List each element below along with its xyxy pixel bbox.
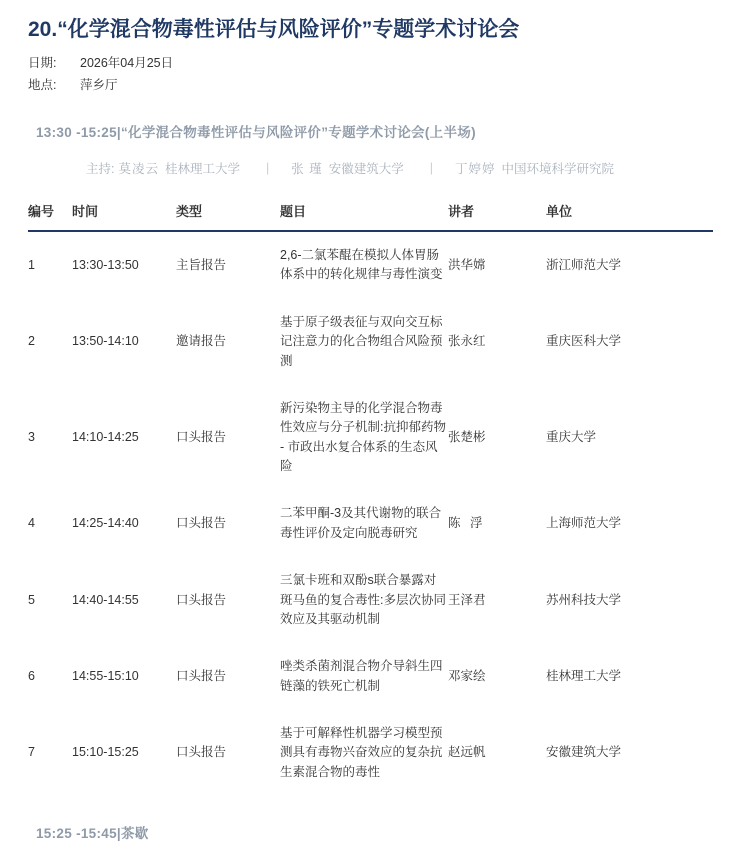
- column-header-speaker: 讲者: [448, 195, 546, 231]
- column-header-time: 时间: [72, 195, 176, 231]
- column-header-type: 类型: [176, 195, 280, 231]
- cell-time: 15:10-15:25: [72, 745, 139, 760]
- cell-unit: 安徽建筑大学: [546, 745, 622, 760]
- cell-topic: 三氯卡班和双酚s联合暴露对斑马鱼的复合毒性:多层次协同效应及其驱动机制: [280, 573, 446, 626]
- event-meta: [28, 53, 713, 97]
- cell-topic: 二苯甲酮-3及其代谢物的联合毒性评价及定向脱毒研究: [280, 506, 442, 540]
- cell-speaker: 陈 浮: [448, 516, 486, 531]
- cell-no: 1: [28, 257, 35, 272]
- place-label: 地点:: [28, 78, 57, 93]
- cell-time: 14:55-15:10: [72, 668, 139, 683]
- cell-unit: 桂林理工大学: [546, 668, 622, 683]
- cell-speaker: 王泽君: [448, 592, 486, 607]
- chair-affiliation-2: 安徽建筑大学: [328, 162, 404, 177]
- cell-speaker: 张楚彬: [448, 429, 486, 444]
- cell-unit: 重庆医科大学: [546, 334, 622, 349]
- cell-speaker: 洪华嫦: [448, 257, 486, 272]
- cell-type: 主旨报告: [176, 257, 227, 272]
- meta-row-date: [28, 53, 713, 75]
- table-row: [28, 231, 713, 299]
- page-title: 20.“化学混合物毒性评估与风险评价”专题学术讨论会: [28, 18, 520, 41]
- cell-no: 3: [28, 429, 35, 444]
- table-row: [28, 299, 713, 385]
- cell-topic: 基于原子级表征与双向交互标记注意力的化合物组合风险预测: [280, 314, 443, 368]
- cell-time: 13:50-14:10: [72, 334, 139, 349]
- cell-speaker: 张永红: [448, 334, 486, 349]
- chair-affiliation-3: 中国环境科学研究院: [501, 162, 615, 177]
- cell-topic: 新污染物主导的化学混合物毒性效应与分子机制:抗抑郁药物 - 市政出水复合体系的生态风险: [280, 400, 446, 474]
- chair-separator-2: |: [429, 161, 434, 176]
- table-body: [28, 231, 713, 796]
- schedule-table: [28, 195, 713, 796]
- date-label: 日期:: [28, 56, 57, 71]
- chair-name-2: 张 瑾: [291, 162, 323, 177]
- chair-name-1: 莫凌云: [118, 162, 159, 177]
- cell-type: 口头报告: [176, 429, 227, 444]
- cell-speaker: 赵远帆: [448, 745, 486, 760]
- cell-time: 13:30-13:50: [72, 257, 139, 272]
- table-row: [28, 490, 713, 557]
- cell-type: 口头报告: [176, 592, 227, 607]
- session-chairs: [28, 159, 713, 177]
- cell-unit: 重庆大学: [546, 429, 597, 444]
- cell-no: 6: [28, 668, 35, 683]
- chair-label: 主持:: [86, 162, 115, 177]
- table-row: [28, 710, 713, 796]
- cell-no: 2: [28, 334, 35, 349]
- chair-name-3: 丁婷婷: [455, 162, 496, 177]
- cell-topic: 基于可解释性机器学习模型预测具有毒物兴奋效应的复杂抗生素混合物的毒性: [280, 726, 443, 779]
- table-row: [28, 557, 713, 643]
- cell-no: 7: [28, 745, 35, 760]
- meta-row-place: [28, 75, 713, 97]
- cell-type: 邀请报告: [176, 334, 227, 349]
- cell-time: 14:40-14:55: [72, 592, 139, 607]
- cell-unit: 上海师范大学: [546, 516, 622, 531]
- cell-type: 口头报告: [176, 745, 227, 760]
- cell-topic: 唑类杀菌剂混合物介导斜生四链藻的铁死亡机制: [280, 659, 443, 693]
- table-header: [28, 195, 713, 231]
- break-footer: 15:25 -15:45|茶歇: [36, 826, 149, 841]
- column-header-topic: 题目: [280, 195, 448, 231]
- cell-time: 14:25-14:40: [72, 516, 139, 531]
- session-header: 13:30 -15:25|“化学混合物毒性评估与风险评价”专题学术讨论会(上半场): [36, 125, 476, 141]
- schedule-page: [0, 16, 741, 866]
- column-header-unit: 单位: [546, 195, 713, 231]
- table-row: [28, 643, 713, 710]
- date-value: 2026年04月25日: [80, 56, 174, 71]
- column-header-no: 编号: [28, 195, 72, 231]
- cell-topic: 2,6-二氯苯醌在模拟人体胃肠体系中的转化规律与毒性演变: [280, 248, 443, 282]
- table-header-row: [28, 195, 713, 231]
- cell-no: 4: [28, 516, 35, 531]
- cell-unit: 浙江师范大学: [546, 257, 622, 272]
- place-value: 萍乡厅: [80, 78, 118, 93]
- cell-unit: 苏州科技大学: [546, 592, 622, 607]
- cell-type: 口头报告: [176, 668, 227, 683]
- chair-separator-1: |: [266, 161, 270, 176]
- cell-no: 5: [28, 592, 35, 607]
- chair-affiliation-1: 桂林理工大学: [165, 162, 241, 177]
- cell-time: 14:10-14:25: [72, 429, 139, 444]
- cell-type: 口头报告: [176, 516, 227, 531]
- cell-speaker: 邓家绘: [448, 668, 486, 683]
- table-row: [28, 385, 713, 491]
